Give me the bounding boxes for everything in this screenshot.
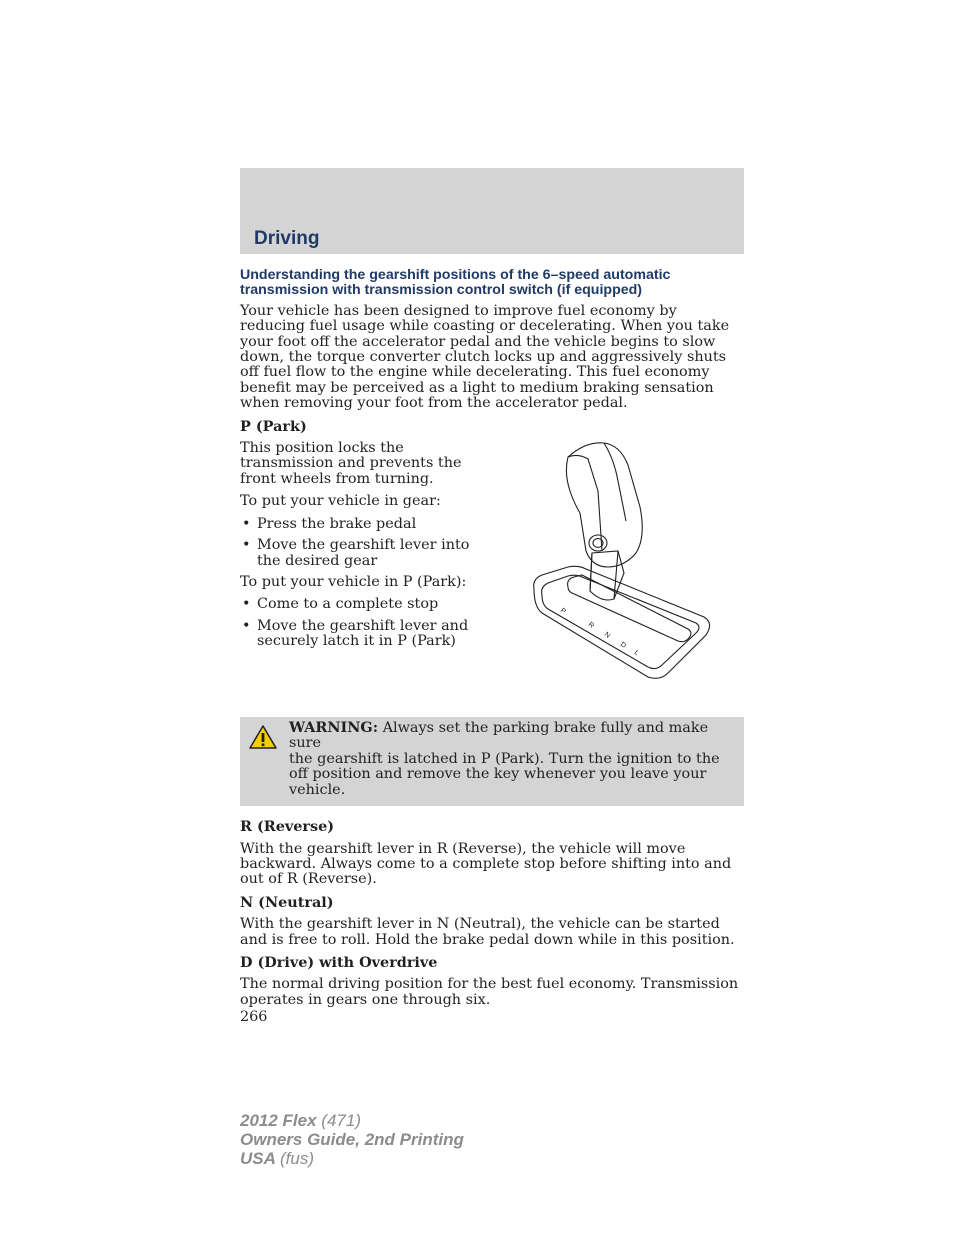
reverse-paragraph: With the gearshift lever in R (Reverse), the vehicle will move backward. Always come to a complete stop before shifting into and out of R (Reverse). <box>240 840 732 888</box>
park-section <box>240 441 744 703</box>
footer-model: 2012 Flex <box>240 1111 317 1130</box>
drive-heading: D (Drive) with Overdrive <box>240 953 438 971</box>
footer-market: USA <box>240 1149 276 1168</box>
footer-market-code: (fus) <box>280 1149 314 1168</box>
gearshift-illustration <box>528 441 712 683</box>
warning-box <box>240 717 744 806</box>
park-steps-list <box>240 597 490 649</box>
reverse-heading: R (Reverse) <box>240 818 335 836</box>
document-footer <box>240 1111 464 1168</box>
gate-label-d: D <box>618 641 628 650</box>
intro-paragraph: Your vehicle has been designed to improve fuel economy by reducing fuel usage while coasting or decelerating. When you take your foot off the accelerator pedal and the vehicle begins to slow down, the torque converter clutch locks up and aggressively shuts off fuel flow to the engine while decelerating. This fuel economy benefit may be perceived as a light to medium braking sensation when removing your foot from the accelerator pedal. <box>240 302 730 412</box>
drive-paragraph: The normal driving position for the best fuel economy. Transmission operates in gears one through six. <box>240 976 739 1008</box>
neutral-heading: N (Neutral) <box>240 893 334 911</box>
page-content <box>240 268 744 1026</box>
gate-label-r: R <box>586 621 596 630</box>
list-item: • Press the brake pedal <box>240 517 490 532</box>
gate-label-p: P <box>558 607 567 616</box>
list-item: • Move the gearshift lever and securely latch it in P (Park) <box>240 619 490 650</box>
footer-line-market <box>240 1149 464 1168</box>
gate-label-n: N <box>602 631 612 640</box>
park-intro: To put your vehicle in P (Park): <box>240 573 467 590</box>
gear-steps-list <box>240 517 490 569</box>
section-title: Driving <box>254 228 320 249</box>
article-heading: Understanding the gearshift positions of the 6–speed automatic transmission with transmission control switch (if equipped) <box>240 267 671 299</box>
park-text-column <box>240 441 490 655</box>
footer-line-model <box>240 1111 464 1130</box>
footer-line-guide: Owners Guide, 2nd Printing <box>240 1130 464 1149</box>
warning-text-continued: the gearshift is latched in P (Park). Turn the ignition to the off position and remove the key whenever you leave your vehicle. <box>289 750 720 798</box>
park-heading: P (Park) <box>240 417 307 435</box>
list-item: • Move the gearshift lever into the desired gear <box>240 538 490 569</box>
warning-text-line1: Always set the parking brake fully and make sure <box>289 720 709 752</box>
gear-intro: To put your vehicle in gear: <box>240 493 441 510</box>
gate-label-l: L <box>632 649 641 658</box>
page-number: 266 <box>240 1009 268 1026</box>
park-description: This position locks the transmission and prevents the front wheels from turning. <box>240 440 462 487</box>
warning-label: WARNING: <box>289 719 379 737</box>
section-header-band <box>240 168 744 254</box>
neutral-paragraph: With the gearshift lever in N (Neutral), the vehicle can be started and is free to roll. Hold the brake pedal down while in this position. <box>240 916 735 948</box>
footer-model-code: (471) <box>321 1111 361 1130</box>
warning-triangle-icon <box>248 724 278 750</box>
warning-text-rest <box>247 752 736 798</box>
list-item: • Come to a complete stop <box>240 597 490 612</box>
warning-text-first-line <box>247 720 736 752</box>
